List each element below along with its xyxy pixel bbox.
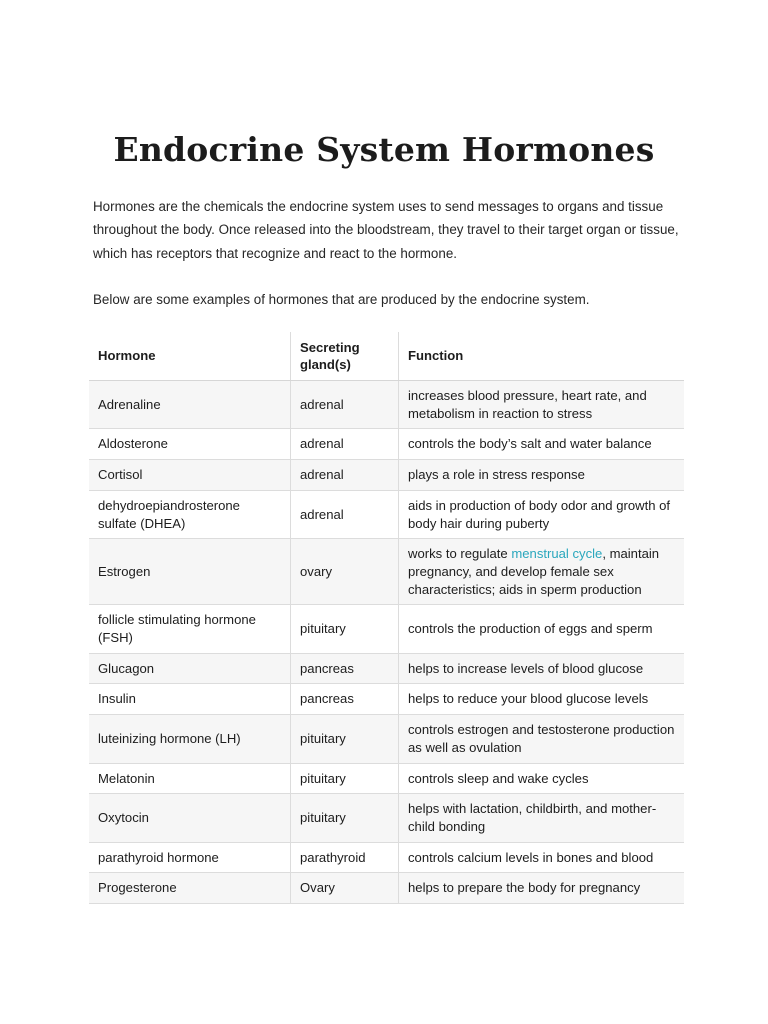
- function-cell: aids in production of body odor and growth of body hair during puberty: [399, 490, 685, 538]
- table-row: [89, 539, 684, 605]
- gland-cell: adrenal: [291, 460, 399, 491]
- hormone-cell: Estrogen: [89, 539, 291, 605]
- hormone-cell: luteinizing hormone (LH): [89, 715, 291, 763]
- table-row: [89, 490, 684, 538]
- gland-cell: adrenal: [291, 381, 399, 429]
- function-cell: helps to prepare the body for pregnancy: [399, 873, 685, 904]
- function-cell: plays a role in stress response: [399, 460, 685, 491]
- hormone-cell: parathyroid hormone: [89, 842, 291, 873]
- gland-cell: ovary: [291, 539, 399, 605]
- hormone-cell: Oxytocin: [89, 794, 291, 842]
- gland-cell: pituitary: [291, 605, 399, 653]
- table-header-row: [89, 332, 684, 381]
- function-cell: helps with lactation, childbirth, and mother-child bonding: [399, 794, 685, 842]
- function-cell: controls the production of eggs and sperm: [399, 605, 685, 653]
- header-function: Function: [399, 332, 685, 381]
- gland-cell: pancreas: [291, 684, 399, 715]
- header-secreting-glands: Secreting gland(s): [291, 332, 399, 381]
- hormone-cell: Progesterone: [89, 873, 291, 904]
- function-cell: helps to increase levels of blood glucose: [399, 653, 685, 684]
- function-text: works to regulate: [408, 546, 512, 562]
- lead-paragraph: Below are some examples of hormones that are produced by the endocrine system.: [93, 292, 590, 307]
- table-row: [89, 460, 684, 491]
- function-cell: increases blood pressure, heart rate, and metabolism in reaction to stress: [399, 381, 685, 429]
- table-row: [89, 653, 684, 684]
- function-cell: helps to reduce your blood glucose levels: [399, 684, 685, 715]
- table-row: [89, 873, 684, 904]
- page-title: Endocrine System Hormones: [113, 130, 655, 169]
- hormone-cell: Melatonin: [89, 763, 291, 794]
- header-hormone: Hormone: [89, 332, 291, 381]
- function-text: , maintain pregnancy, and develop female sex characteristics; aids in sperm production: [408, 546, 660, 597]
- table-row: [89, 429, 684, 460]
- table-row: [89, 381, 684, 429]
- gland-cell: pituitary: [291, 763, 399, 794]
- hormone-cell: Aldosterone: [89, 429, 291, 460]
- hormone-cell: Adrenaline: [89, 381, 291, 429]
- function-cell: controls estrogen and testosterone production as well as ovulation: [399, 715, 685, 763]
- table-row: [89, 684, 684, 715]
- gland-cell: adrenal: [291, 490, 399, 538]
- function-cell: controls the body’s salt and water balance: [399, 429, 685, 460]
- function-cell: [399, 539, 685, 605]
- hormone-cell: Insulin: [89, 684, 291, 715]
- hormone-cell: Glucagon: [89, 653, 291, 684]
- gland-cell: pancreas: [291, 653, 399, 684]
- intro-paragraph: Hormones are the chemicals the endocrine system uses to send messages to organs and tissue throughout the body. Once released into the bloodstream, they travel to their target organ or tissue, which has receptors that recognize and react to the hormone.: [93, 199, 679, 261]
- gland-cell: pituitary: [291, 715, 399, 763]
- gland-cell: parathyroid: [291, 842, 399, 873]
- hormone-cell: Cortisol: [89, 460, 291, 491]
- function-cell: controls sleep and wake cycles: [399, 763, 685, 794]
- hormones-table: [89, 332, 684, 904]
- table-row: [89, 794, 684, 842]
- gland-cell: pituitary: [291, 794, 399, 842]
- table-row: [89, 605, 684, 653]
- table-row: [89, 842, 684, 873]
- table-row: [89, 763, 684, 794]
- menstrual-cycle-link[interactable]: menstrual cycle: [511, 546, 603, 562]
- table-row: [89, 715, 684, 763]
- hormone-cell: dehydroepiandrosterone sulfate (DHEA): [89, 490, 291, 538]
- gland-cell: adrenal: [291, 429, 399, 460]
- hormone-cell: follicle stimulating hormone (FSH): [89, 605, 291, 653]
- gland-cell: Ovary: [291, 873, 399, 904]
- function-cell: controls calcium levels in bones and blood: [399, 842, 685, 873]
